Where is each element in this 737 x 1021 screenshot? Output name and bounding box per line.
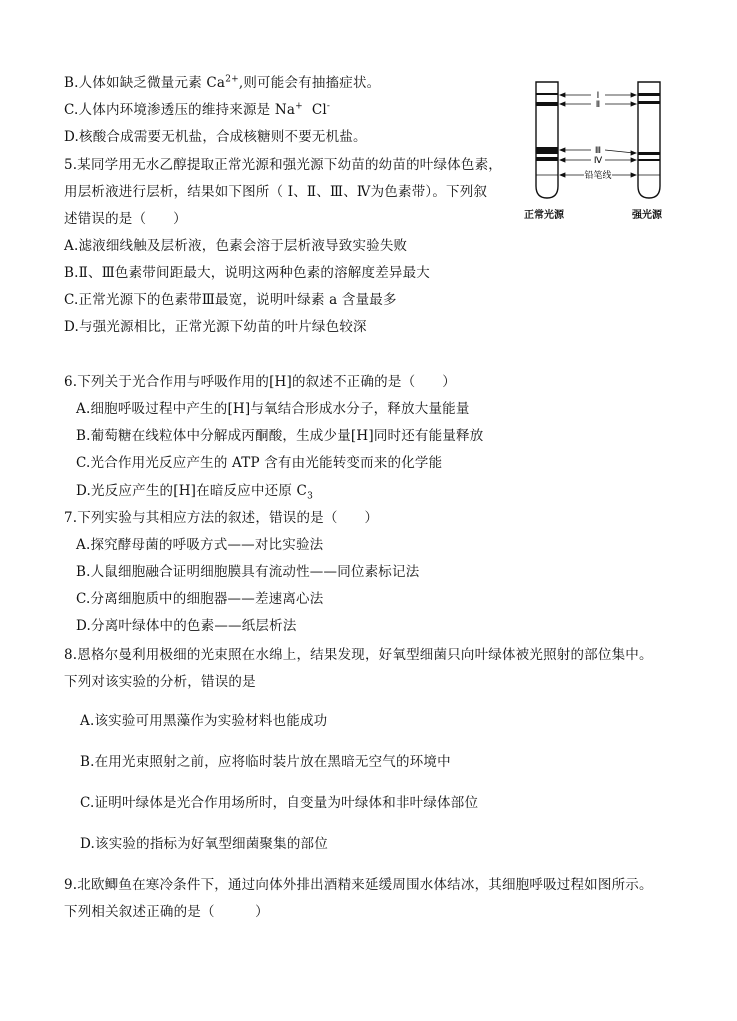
q8-option-a: A.该实验可用黑藻作为实验材料也能成功 bbox=[80, 713, 328, 729]
tube-strong-light bbox=[638, 82, 660, 198]
q8-option-b: B.在用光束照射之前，应将临时装片放在黑暗无空气的环境中 bbox=[80, 754, 451, 770]
q5-option-b: B.Ⅱ、Ⅲ色素带间距最大，说明这两种色素的溶解度差异最大 bbox=[64, 265, 431, 281]
q5-stem-line3: 述错误的是（ ） bbox=[64, 211, 187, 227]
q5-stem-line1: 5.某同学用无水乙醇提取正常光源和强光源下幼苗的幼苗的叶绿体色素， bbox=[64, 157, 502, 173]
q8-option-c: C.证明叶绿体是光合作用场所时，自变量为叶绿体和非叶绿体部位 bbox=[80, 795, 479, 811]
q9-stem-line2: 下列相关叙述正确的是（ ） bbox=[64, 904, 269, 920]
q6-option-a: A.细胞呼吸过程中产生的[H]与氧结合形成水分子，释放大量能量 bbox=[76, 401, 470, 417]
band-normal-I bbox=[536, 93, 558, 95]
band-strong-II bbox=[638, 101, 660, 104]
q5-stem-line2: 用层析液进行层析，结果如下图所（ Ⅰ、Ⅱ、Ⅲ、Ⅳ为色素带）。下列叙 bbox=[64, 184, 488, 200]
q4-option-c-sup1: + bbox=[295, 101, 303, 112]
q7-option-d: D.分离叶绿体中的色素——纸层析法 bbox=[76, 618, 297, 634]
q7-option-c: C.分离细胞质中的细胞器——差速离心法 bbox=[76, 591, 324, 607]
band-strong-III bbox=[638, 152, 660, 155]
chromatography-figure bbox=[520, 74, 680, 224]
q9-stem-line1: 9.北欧鲫鱼在寒冷条件下，通过向体外排出酒精来延缓周围水体结冰，其细胞呼吸过程如图所示。 bbox=[64, 877, 653, 893]
q6-stem: 6.下列关于光合作用与呼吸作用的[H]的叙述不正确的是（ ） bbox=[64, 374, 456, 390]
q8-option-d: D.该实验的指标为好氧型细菌聚集的部位 bbox=[80, 836, 328, 852]
caption-strong-light: 强光源 bbox=[632, 210, 662, 221]
band-strong-IV bbox=[638, 159, 660, 161]
q5-option-a: A.滤液细线触及层析液，色素会溶于层析液导致实验失败 bbox=[64, 238, 408, 254]
label-pencil-line: 铅笔线 bbox=[584, 171, 612, 181]
chromatography-diagram bbox=[520, 74, 680, 224]
tube-normal-light bbox=[536, 82, 558, 198]
q4-option-b-sup: 2+ bbox=[225, 74, 239, 85]
q4-option-b-text: B.人体如缺乏微量元素 Ca bbox=[64, 75, 226, 91]
label-band-III: Ⅲ bbox=[594, 146, 602, 156]
q6-option-b: B.葡萄糖在线粒体中分解成丙酮酸，生成少量[H]同时还有能量释放 bbox=[76, 428, 484, 444]
q4-option-b-text-end: ,则可能会有抽搐症状。 bbox=[238, 75, 381, 91]
band-normal-IV bbox=[536, 157, 558, 161]
q4-option-c bbox=[64, 101, 330, 119]
q5-option-c: C.正常光源下的色素带Ⅲ最宽，说明叶绿素 a 含量最多 bbox=[64, 292, 397, 308]
q6-option-d-text: D.光反应产生的[H]在暗反应中还原 C bbox=[76, 483, 308, 499]
label-band-IV: Ⅳ bbox=[593, 156, 603, 166]
q6-option-c: C.光合作用光反应产生的 ATP 含有由光能转变而来的化学能 bbox=[76, 455, 443, 471]
label-band-I: Ⅰ bbox=[596, 91, 600, 101]
q7-option-b: B.人鼠细胞融合证明细胞膜具有流动性——同位素标记法 bbox=[76, 564, 420, 580]
q8-stem-line2: 下列对该实验的分析，错误的是 bbox=[64, 674, 256, 690]
q6-option-d-sub: 3 bbox=[307, 491, 313, 502]
band-strong-I bbox=[638, 93, 660, 96]
q8-stem-line1: 8.恩格尔曼利用极细的光束照在水绵上，结果发现，好氧型细菌只向叶绿体被光照射的部位集中。 bbox=[64, 647, 653, 663]
q7-option-a: A.探究酵母菌的呼吸方式——对比实验法 bbox=[76, 537, 324, 553]
q7-stem: 7.下列实验与其相应方法的叙述，错误的是（ ） bbox=[64, 510, 379, 526]
band-normal-III bbox=[536, 147, 558, 154]
q4-option-c-sup2: - bbox=[326, 101, 331, 112]
caption-normal-light: 正常光源 bbox=[524, 210, 564, 221]
q4-option-c-text-mid: Cl bbox=[302, 102, 327, 118]
q4-option-b bbox=[64, 74, 380, 92]
label-band-II: Ⅱ bbox=[595, 100, 601, 110]
q4-option-d: D.核酸合成需要无机盐，合成核糖则不要无机盐。 bbox=[64, 129, 367, 145]
q6-option-d bbox=[76, 482, 313, 500]
band-normal-II bbox=[536, 102, 558, 106]
q5-option-d: D.与强光源相比，正常光源下幼苗的叶片绿色较深 bbox=[64, 319, 367, 335]
q4-option-c-text: C.人体内环境渗透压的维持来源是 Na bbox=[64, 102, 296, 118]
